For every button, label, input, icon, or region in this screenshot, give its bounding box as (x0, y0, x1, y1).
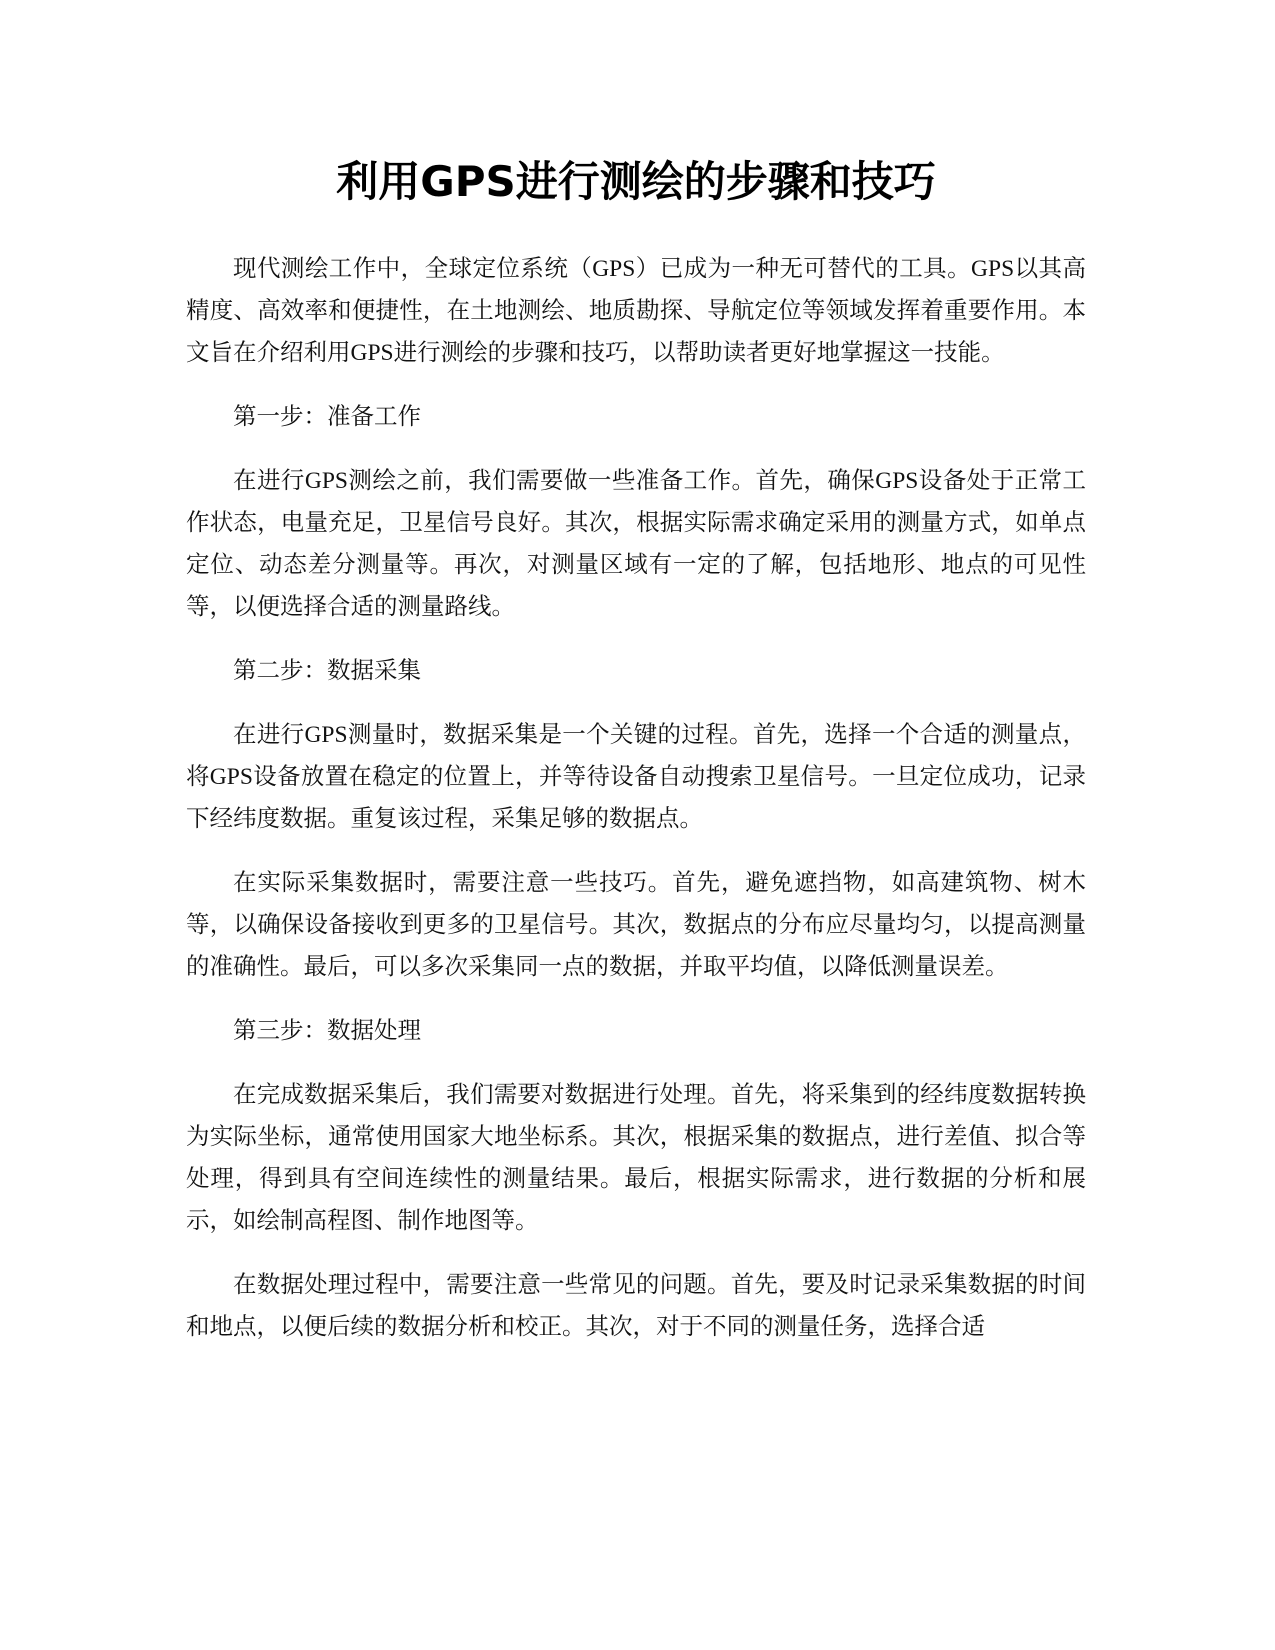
paragraph-processing-issues: 在数据处理过程中，需要注意一些常见的问题。首先，要及时记录采集数据的时间和地点，以便后续的数据分析和校正。其次，对于不同的测量任务，选择合适 (186, 1272, 1086, 1340)
section-heading-step-3: 第三步：数据处理 (233, 1018, 421, 1044)
paragraph-data-collection: 在进行GPS测量时，数据采集是一个关键的过程。首先，选择一个合适的测量点，将GPS设备放置在稳定的位置上，并等待设备自动搜索卫星信号。一旦定位成功，记录下经纬度数据。重复该过程，采集足够的数据点。 (186, 722, 1086, 832)
document-title: 利用GPS进行测绘的步骤和技巧 (336, 157, 936, 206)
document-page (186, 150, 1086, 1370)
intro-paragraph: 现代测绘工作中，全球定位系统（GPS）已成为一种无可替代的工具。GPS以其高精度、高效率和便捷性，在土地测绘、地质勘探、导航定位等领域发挥着重要作用。本文旨在介绍利用GPS进行测绘的步骤和技巧，以帮助读者更好地掌握这一技能。 (186, 256, 1086, 366)
paragraph-collection-tips: 在实际采集数据时，需要注意一些技巧。首先，避免遮挡物，如高建筑物、树木等，以确保设备接收到更多的卫星信号。其次，数据点的分布应尽量均匀，以提高测量的准确性。最后，可以多次采集同一点的数据，并取平均值，以降低测量误差。 (186, 870, 1086, 980)
section-heading-step-2: 第二步：数据采集 (233, 658, 421, 684)
section-heading-step-1: 第一步：准备工作 (233, 404, 421, 430)
paragraph-data-processing: 在完成数据采集后，我们需要对数据进行处理。首先，将采集到的经纬度数据转换为实际坐标，通常使用国家大地坐标系。其次，根据采集的数据点，进行差值、拟合等处理，得到具有空间连续性的测量结果。最后，根据实际需求，进行数据的分析和展示，如绘制高程图、制作地图等。 (186, 1082, 1086, 1234)
paragraph-preparation: 在进行GPS测绘之前，我们需要做一些准备工作。首先，确保GPS设备处于正常工作状态，电量充足，卫星信号良好。其次，根据实际需求确定采用的测量方式，如单点定位、动态差分测量等。再次，对测量区域有一定的了解，包括地形、地点的可见性等，以便选择合适的测量路线。 (186, 468, 1086, 620)
